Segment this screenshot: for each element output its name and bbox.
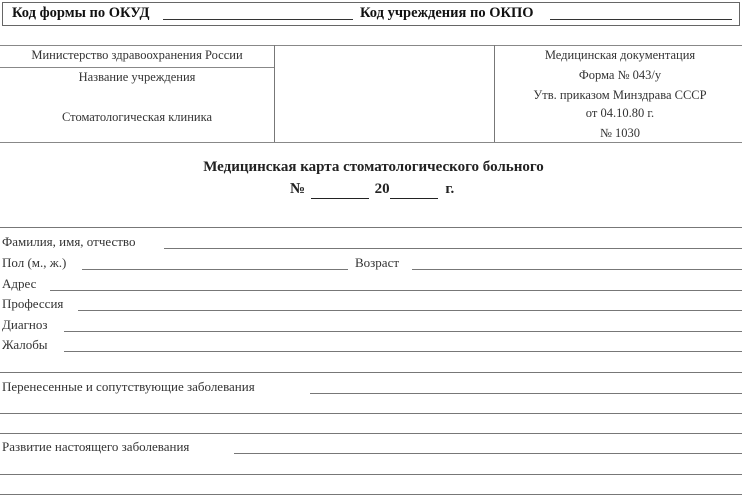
current-disease-field-line-2[interactable]	[0, 474, 742, 475]
current-disease-field-line-3[interactable]	[0, 494, 742, 495]
institution-name-label: Название учреждения	[78, 70, 196, 84]
year-suffix: г.	[445, 181, 455, 197]
okpo-label: Код учреждения по ОКПО	[360, 5, 534, 21]
stamp-area	[276, 47, 493, 141]
profession-label: Профессия	[2, 296, 64, 311]
number-prefix: №	[290, 181, 306, 197]
year-prefix: 20	[374, 181, 390, 197]
doc-type-text: Медицинская документация	[544, 48, 696, 62]
age-field[interactable]	[412, 269, 742, 270]
separator-line	[0, 227, 742, 228]
card-number-field[interactable]	[311, 181, 369, 199]
diagnosis-field[interactable]	[64, 331, 742, 332]
past-diseases-label: Перенесенные и сопутствующие заболевания	[2, 379, 255, 394]
sex-label: Пол (м., ж.)	[2, 255, 67, 270]
okud-label: Код формы по ОКУД	[12, 5, 150, 21]
current-disease-label: Развитие настоящего заболевания	[2, 439, 190, 454]
past-diseases-field[interactable]	[310, 393, 742, 394]
complaints-field-line-2[interactable]	[0, 372, 742, 373]
approval-date-text: от 04.10.80 г.	[585, 106, 655, 120]
card-number-line	[290, 181, 454, 199]
profession-field[interactable]	[78, 310, 742, 311]
ministry-text: Министерство здравоохранения России	[31, 48, 243, 62]
table-divider-left	[274, 45, 275, 142]
past-diseases-field-line-3[interactable]	[0, 433, 742, 434]
diagnosis-label: Диагноз	[2, 317, 48, 332]
order-number-text: № 1030	[599, 126, 641, 140]
approval-text: Утв. приказом Минздрава СССР	[533, 88, 707, 102]
complaints-field[interactable]	[64, 351, 742, 352]
full-name-label: Фамилия, имя, отчество	[2, 234, 136, 249]
institution-name-value[interactable]: Стоматологическая клиника	[61, 110, 213, 124]
age-label: Возраст	[355, 255, 400, 270]
full-name-field[interactable]	[164, 248, 742, 249]
table-bottom-border	[0, 142, 742, 143]
address-field[interactable]	[50, 290, 742, 291]
sex-field[interactable]	[82, 269, 348, 270]
table-row-divider	[0, 67, 274, 68]
year-field[interactable]	[390, 181, 438, 199]
document-title: Медицинская карта стоматологического больного	[203, 159, 544, 175]
okpo-field[interactable]	[550, 19, 732, 20]
okud-field[interactable]	[163, 19, 353, 20]
form-number-text: Форма № 043/у	[578, 68, 662, 82]
complaints-label: Жалобы	[2, 337, 48, 352]
table-top-border	[0, 45, 742, 46]
past-diseases-field-line-2[interactable]	[0, 413, 742, 414]
current-disease-field[interactable]	[234, 453, 742, 454]
address-label: Адрес	[2, 276, 37, 291]
